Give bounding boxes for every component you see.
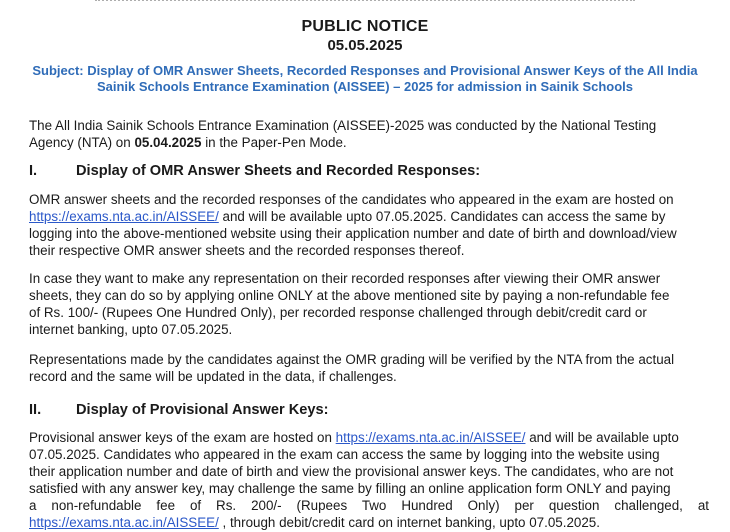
s1p3-line-1: Representations made by the candidates against the OMR grading will be verified by the NTA from the actual xyxy=(29,352,675,367)
notice-title: PUBLIC NOTICE xyxy=(301,18,429,35)
s1p1-line-1: OMR answer sheets and the recorded responses of the candidates who appeared in the exam are hosted on xyxy=(29,192,674,207)
s1p2-line-4: internet banking, upto 07.05.2025. xyxy=(29,322,233,337)
s1p1-line-3: logging into the above-mentioned website using their application number and date of birth and download/view xyxy=(29,226,677,241)
cropped-top-text xyxy=(0,0,730,5)
section-2-number: II. xyxy=(29,402,42,418)
s2-line-3: their application number and date of birth and view the provisional answer keys. The candidates, who are not xyxy=(29,464,674,479)
s2-line-2: 07.05.2025. Candidates who appeared in the exam can access the same by logging into the website using xyxy=(29,447,660,462)
s2-line-1: Provisional answer keys of the exam are hosted on https://exams.nta.ac.in/AISSEE/ and will be available upto xyxy=(29,430,679,445)
section-1-paragraph-3 xyxy=(29,351,709,385)
section-2-heading xyxy=(29,402,329,418)
intro-line-1: The All India Sainik Schools Entrance Examination (AISSEE)-2025 was conducted by the National Testing xyxy=(29,118,657,133)
s1p2-line-1: In case they want to make any representation on their recorded responses after viewing their OMR answer xyxy=(29,271,661,286)
intro-paragraph xyxy=(29,117,709,151)
subject-line-2: Sainik Schools Entrance Examination (AISSEE) – 2025 for admission in Sainik Schools xyxy=(96,79,634,94)
aissee-link-2[interactable]: https://exams.nta.ac.in/AISSEE/ xyxy=(335,430,526,445)
s1p1-line-2: https://exams.nta.ac.in/AISSEE/ and will be available upto 07.05.2025. Candidates can access the same by xyxy=(29,209,666,224)
section-2-title: Display of Provisional Answer Keys: xyxy=(76,402,329,418)
subject-line-1: Subject: Display of OMR Answer Sheets, Recorded Responses and Provisional Answer Keys of the All India xyxy=(32,63,698,78)
notice-date: 05.05.2025 xyxy=(327,37,403,54)
aissee-link[interactable]: https://exams.nta.ac.in/AISSEE/ xyxy=(29,209,219,224)
section-1-paragraph-1 xyxy=(29,191,709,259)
section-1-number: I. xyxy=(29,163,38,179)
aissee-link-3[interactable]: https://exams.nta.ac.in/AISSEE/ xyxy=(29,515,219,530)
s1p2-line-3: of Rs. 100/- (Rupees One Hundred Only), per recorded response challenged through debit/credit card or xyxy=(29,305,647,320)
section-1-heading xyxy=(29,163,480,179)
section-2-paragraph xyxy=(29,429,709,531)
notice-subject xyxy=(0,63,730,95)
section-1-paragraph-2 xyxy=(29,270,709,338)
s2-line-4: satisfied with any answer key, may challenge the same by filling an online application form ONLY and paying xyxy=(29,481,671,496)
section-1-title: Display of OMR Answer Sheets and Recorded Responses: xyxy=(76,163,481,179)
exam-date: 05.04.2025 xyxy=(134,135,202,150)
s1p1-line-4: their respective OMR answer sheets and the recorded responses thereof. xyxy=(29,243,465,258)
s1p2-line-2: sheets, they can do so by applying online ONLY at the above mentioned site by paying a non-refundable fee xyxy=(29,288,670,303)
intro-line-2: Agency (NTA) on 05.04.2025 in the Paper-Pen Mode. xyxy=(29,135,347,150)
s2-line-5: a non-refundable fee of Rs. 200/- (Rupees Two Hundred Only) per question challenged, at xyxy=(29,498,709,513)
s1p3-line-2: record and the same will be updated in the data, if challenges. xyxy=(29,369,397,384)
s2-line-6: https://exams.nta.ac.in/AISSEE/ , through debit/credit card on internet banking, upto 07.05.2025. xyxy=(29,515,600,530)
